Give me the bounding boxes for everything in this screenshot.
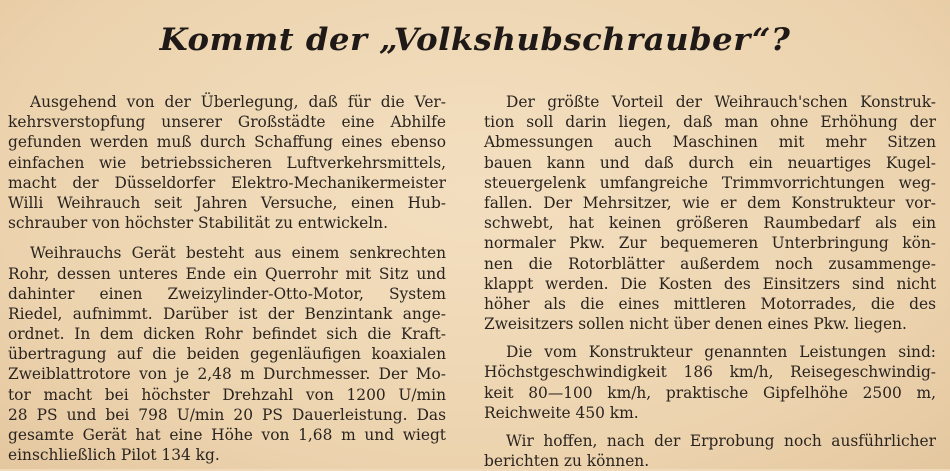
text-line: Rohr, dessen unteres Ende ein Querrohr mit Sitz und: [8, 264, 446, 283]
text-line: dahinter einen Zweizylinder-Otto-Motor, System: [8, 284, 446, 303]
text-line: ordnet. In dem dicken Rohr befindet sich die Kraft-: [8, 325, 446, 344]
paragraph: [484, 92, 936, 334]
article-title: Kommt der „Volkshubschrauber“?: [159, 22, 791, 58]
text-line: gefunden werden muß durch Schaffung eines ebenso: [8, 133, 446, 152]
text-line: kehrsverstopfung unserer Großstädte eine Abhilfe: [8, 113, 446, 132]
text-line: einschließlich Pilot 134 kg.: [8, 446, 220, 465]
text-line: Ausgehend von der Überlegung, daß für die Ver-: [30, 93, 446, 111]
text-line: höher als die eines mittleren Motorrades, die des: [484, 294, 936, 313]
text-line: Weihrauchs Gerät besteht aus einem senkrechten: [30, 244, 446, 263]
text-line: Reichweite 450 km.: [484, 403, 639, 422]
text-line: übertragung auf die beiden gegenläufigen koaxialen: [8, 345, 446, 364]
right-column: [484, 92, 936, 471]
text-line: 28 PS und bei 798 U/min 20 PS Dauerleistung. Das: [8, 405, 446, 424]
text-line: berichten zu können.: [484, 452, 650, 471]
text-line: Höchstgeschwindigkeit 186 km/h, Reisegeschwindig-: [484, 363, 936, 382]
paragraph: [484, 342, 936, 423]
text-line: schrauber von höchster Stabilität zu entwickeln.: [8, 214, 388, 233]
text-line: Die vom Konstrukteur genannten Leistungen sind:: [506, 343, 936, 362]
text-line: schwebt, hat keinen größeren Raumbedarf als ein: [484, 214, 936, 233]
text-line: macht der Düsseldorfer Elektro-Mechanikermeister: [8, 173, 446, 192]
text-line: fallen. Der Mehrsitzer, wie er dem Konstrukteur vor-: [484, 193, 936, 212]
text-line: tion soll darin liegen, daß man ohne Erhöhung der: [484, 113, 936, 132]
text-line: gesamte Gerät hat eine Höhe von 1,68 m und wiegt: [8, 426, 446, 444]
paragraph: [8, 92, 446, 233]
text-line: Zweisitzers sollen nicht über denen eines Pkw. liegen.: [484, 315, 907, 334]
text-line: einfachen wie betriebssicheren Luftverkehrsmittels,: [8, 153, 446, 172]
text-line: nen die Rotorblätter außerdem noch zusammenge-: [484, 254, 936, 273]
text-line: tor macht bei höchster Drehzahl von 1200 U/min: [8, 385, 446, 404]
left-column: [8, 92, 446, 465]
text-line: Abmessungen auch Maschinen mit mehr Sitzen: [484, 133, 936, 152]
text-line: Der größte Vorteil der Weihrauch'schen Konstruk-: [506, 93, 936, 111]
text-line: Willi Weihrauch seit Jahren Versuche, einen Hub-: [8, 193, 446, 212]
text-line: Riedel, aufnimmt. Darüber ist der Benzintank ange-: [8, 304, 446, 323]
text-line: Wir hoffen, nach der Erprobung noch ausführlicher: [506, 432, 936, 450]
text-line: normaler Pkw. Zur bequemeren Unterbringung kön-: [484, 234, 936, 253]
text-line: klappt werden. Die Kosten des Einsitzers sind nicht: [484, 274, 936, 293]
paragraph: [8, 243, 446, 465]
text-line: steuergelenk umfangreiche Trimmvorrichtungen weg-: [484, 173, 936, 192]
text-line: Zweiblattrotore von je 2,48 m Durchmesser. Der Mo-: [8, 365, 446, 384]
paragraph: [484, 431, 936, 471]
text-line: keit 80—100 km/h, praktische Gipfelhöhe 2500 m,: [484, 383, 936, 402]
text-line: bauen kann und daß durch ein neuartiges Kugel-: [484, 153, 936, 172]
